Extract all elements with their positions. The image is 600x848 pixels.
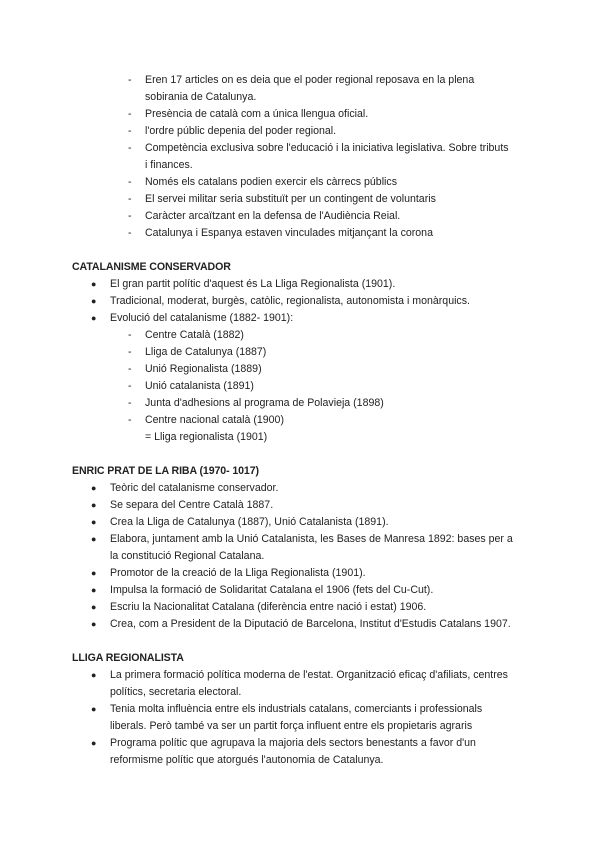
sub-list-item: Lliga de Catalunya (1887) [145,346,267,358]
list-item-continuation: i finances. [145,159,193,171]
bullet-marker: ● [91,313,97,323]
list-item-continuation: la constitució Regional Catalana. [110,550,265,562]
bullet-marker: ● [91,296,97,306]
bullet-marker: ● [91,602,97,612]
dash-marker: - [128,397,132,409]
bullet-marker: ● [91,517,97,527]
dash-marker: - [128,108,132,120]
list-item: Crea la Lliga de Catalunya (1887), Unió Catalanista (1891). [110,516,389,528]
list-item: La primera formació política moderna de l'estat. Organització eficaç d'afiliats, centres [110,669,508,681]
list-item: Se separa del Centre Català 1887. [110,499,274,511]
list-item-continuation: reformisme polític que atorgués l'autonomia de Catalunya. [110,754,384,766]
dash-marker: - [128,176,132,188]
dash-marker: - [128,125,132,137]
list-item: Programa polític que agrupava la majoria dels sectors benestants a favor d'un [110,737,476,749]
list-item: Teòric del catalanisme conservador. [110,482,279,494]
list-item: l'ordre públic depenia del poder regional. [145,125,337,137]
list-item: Catalunya i Espanya estaven vinculades mitjançant la corona [145,227,433,239]
list-item: El gran partit polític d'aquest és La Lliga Regionalista (1901). [110,278,396,290]
list-item: Eren 17 articles on es deia que el poder regional reposava en la plena [145,74,475,86]
list-item: Promotor de la creació de la Lliga Regionalista (1901). [110,567,366,579]
bullet-marker: ● [91,585,97,595]
list-item-continuation: sobirania de Catalunya. [145,91,257,103]
list-item: El servei militar seria substituït per un contingent de voluntaris [145,193,436,205]
bullet-marker: ● [91,534,97,544]
list-item: Només els catalans podien exercir els càrrecs públics [145,176,398,188]
sub-list-item: Centre nacional català (1900) [145,414,284,426]
dash-marker: - [128,227,132,239]
dash-marker: - [128,74,132,86]
sub-list-item: Centre Català (1882) [145,329,244,341]
bullet-marker: ● [91,568,97,578]
dash-marker: - [128,142,132,154]
list-item-continuation: polítics, secretaria electoral. [110,686,242,698]
dash-marker: - [128,414,132,426]
sub-list-item: Junta d'adhesions al programa de Polavieja (1898) [145,397,384,409]
sub-list-item: Unió Regionalista (1889) [145,363,262,375]
sub-list-item: Unió catalanista (1891) [145,380,254,392]
list-item: Tradicional, moderat, burgès, catòlic, regionalista, autonomista i monàrquics. [110,295,470,307]
dash-marker: - [128,329,132,341]
bullet-marker: ● [91,670,97,680]
section-heading-prat: ENRIC PRAT DE LA RIBA (1970- 1017) [72,465,259,477]
dash-marker: - [128,363,132,375]
list-item: Presència de català com a única llengua oficial. [145,108,369,120]
list-item-continuation: liberals. Però també va ser un partit força influent entre els propietaris agraris [110,720,473,732]
list-item: Escriu la Nacionalitat Catalana (diferència entre nació i estat) 1906. [110,601,427,613]
section-heading-lliga: LLIGA REGIONALISTA [72,652,184,664]
list-item: Elabora, juntament amb la Unió Catalanista, les Bases de Manresa 1892: bases per a [110,533,513,545]
dash-marker: - [128,210,132,222]
list-item: Tenia molta influència entre els industrials catalans, comerciants i professionals [110,703,483,715]
list-item: Impulsa la formació de Solidaritat Catalana el 1906 (fets del Cu-Cut). [110,584,434,596]
bullet-marker: ● [91,500,97,510]
bullet-marker: ● [91,704,97,714]
section-heading-catalanisme: CATALANISME CONSERVADOR [72,261,231,273]
dash-marker: - [128,346,132,358]
sub-list-item-continuation: = Lliga regionalista (1901) [145,431,268,443]
bullet-marker: ● [91,738,97,748]
dash-marker: - [128,193,132,205]
list-item: Evolució del catalanisme (1882- 1901): [110,312,294,324]
bullet-marker: ● [91,279,97,289]
dash-marker: - [128,380,132,392]
bullet-marker: ● [91,619,97,629]
list-item: Caràcter arcaïtzant en la defensa de l'Audiència Reial. [145,210,401,222]
bullet-marker: ● [91,483,97,493]
list-item: Crea, com a President de la Diputació de Barcelona, Institut d'Estudis Catalans 1907. [110,618,511,630]
list-item: Competència exclusiva sobre l'educació i la iniciativa legislativa. Sobre tributs [145,142,509,154]
